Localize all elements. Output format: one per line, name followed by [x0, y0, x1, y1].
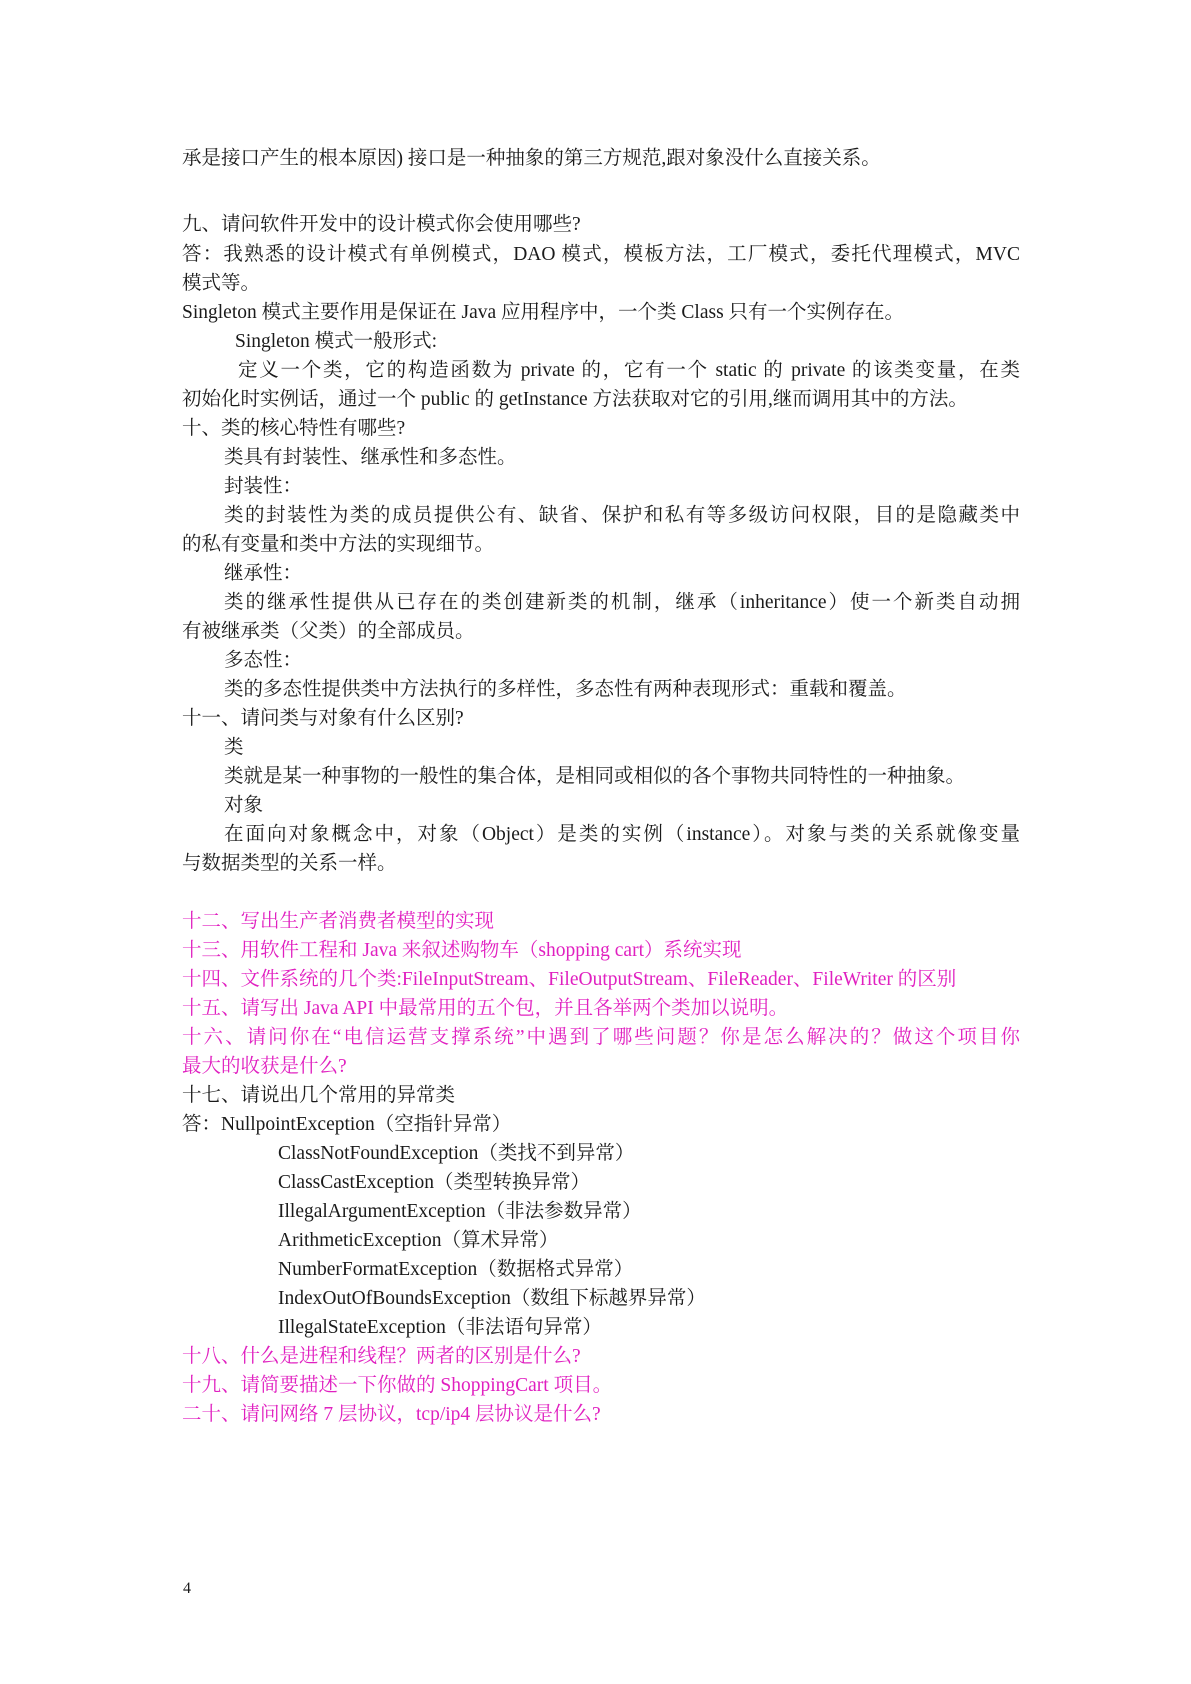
exception-item: IndexOutOfBoundsException（数组下标越界异常） — [278, 1288, 706, 1309]
subheading: 多态性： — [224, 650, 303, 671]
subheading: 继承性： — [224, 563, 303, 584]
text-line: Singleton 模式一般形式: — [235, 331, 438, 352]
question-heading: 十七、请说出几个常用的异常类 — [182, 1085, 456, 1106]
exception-item: ClassCastException（类型转换异常） — [278, 1172, 590, 1193]
answer-line: 答：我熟悉的设计模式有单例模式，DAO 模式，模板方法，工厂模式，委托代理模式，MVC — [182, 244, 1020, 265]
text-line: 初始化时实例话，通过一个 public 的 getInstance 方法获取对它的引用,继而调用其中的方法。 — [182, 389, 968, 410]
text-line: 承是接口产生的根本原因) 接口是一种抽象的第三方规范,跟对象没什么直接关系。 — [182, 148, 881, 169]
question-heading: 十五、请写出 Java API 中最常用的五个包，并且各举两个类加以说明。 — [182, 998, 789, 1019]
text-line: 在面向对象概念中，对象（Object）是类的实例（instance）。对象与类的关系就像变量 — [224, 824, 1020, 845]
question-heading: 十九、请简要描述一下你做的 ShoppingCart 项目。 — [182, 1375, 613, 1396]
text-line: 有被继承类（父类）的全部成员。 — [182, 621, 475, 642]
question-heading: 十六、请问你在“电信运营支撑系统”中遇到了哪些问题？你是怎么解决的？做这个项目你 — [182, 1027, 1020, 1048]
subheading: 对象 — [224, 795, 264, 816]
question-heading: 十八、什么是进程和线程？两者的区别是什么? — [182, 1346, 581, 1367]
text-line: 类的封装性为类的成员提供公有、缺省、保护和私有等多级访问权限，目的是隐藏类中 — [224, 505, 1020, 526]
answer-line: 模式等。 — [182, 273, 261, 294]
question-heading: 十四、文件系统的几个类:FileInputStream、FileOutputStream、FileReader、FileWriter 的区别 — [182, 969, 957, 990]
answer-line: 答：NullpointException（空指针异常） — [182, 1114, 512, 1135]
exception-item: IllegalStateException（非法语句异常） — [278, 1317, 602, 1338]
subheading: 类 — [224, 737, 244, 758]
text-line: 的私有变量和类中方法的实现细节。 — [182, 534, 495, 555]
exception-item: ClassNotFoundException（类找不到异常） — [278, 1143, 635, 1164]
question-heading: 十一、请问类与对象有什么区别? — [182, 708, 464, 729]
subheading: 封装性： — [224, 476, 303, 497]
question-heading: 十二、写出生产者消费者模型的实现 — [182, 911, 495, 932]
text-line: 类的继承性提供从已存在的类创建新类的机制，继承（inheritance）使一个新类自动拥 — [224, 592, 1020, 613]
question-heading: 二十、请问网络 7 层协议，tcp/ip4 层协议是什么? — [182, 1404, 601, 1425]
question-heading: 十三、用软件工程和 Java 来叙述购物车（shopping cart）系统实现 — [182, 940, 742, 961]
text-line: 类具有封装性、继承性和多态性。 — [224, 447, 517, 468]
question-heading: 最大的收获是什么? — [182, 1056, 347, 1077]
text-line: 类就是某一种事物的一般性的集合体，是相同或相似的各个事物共同特性的一种抽象。 — [224, 766, 966, 787]
page-number: 4 — [183, 1580, 191, 1597]
text-line: 与数据类型的关系一样。 — [182, 853, 397, 874]
exception-item: IllegalArgumentException（非法参数异常） — [278, 1201, 642, 1222]
text-line: 定义一个类，它的构造函数为 private 的，它有一个 static 的 private 的该类变量，在类 — [238, 360, 1020, 381]
text-line: Singleton 模式主要作用是保证在 Java 应用程序中，一个类 Class 只有一个实例存在。 — [182, 302, 905, 323]
text-line: 类的多态性提供类中方法执行的多样性，多态性有两种表现形式：重载和覆盖。 — [224, 679, 907, 700]
question-heading: 九、请问软件开发中的设计模式你会使用哪些? — [182, 214, 581, 235]
question-heading: 十、类的核心特性有哪些? — [182, 418, 406, 439]
exception-item: NumberFormatException（数据格式异常） — [278, 1259, 634, 1280]
exception-item: ArithmeticException（算术异常） — [278, 1230, 559, 1251]
